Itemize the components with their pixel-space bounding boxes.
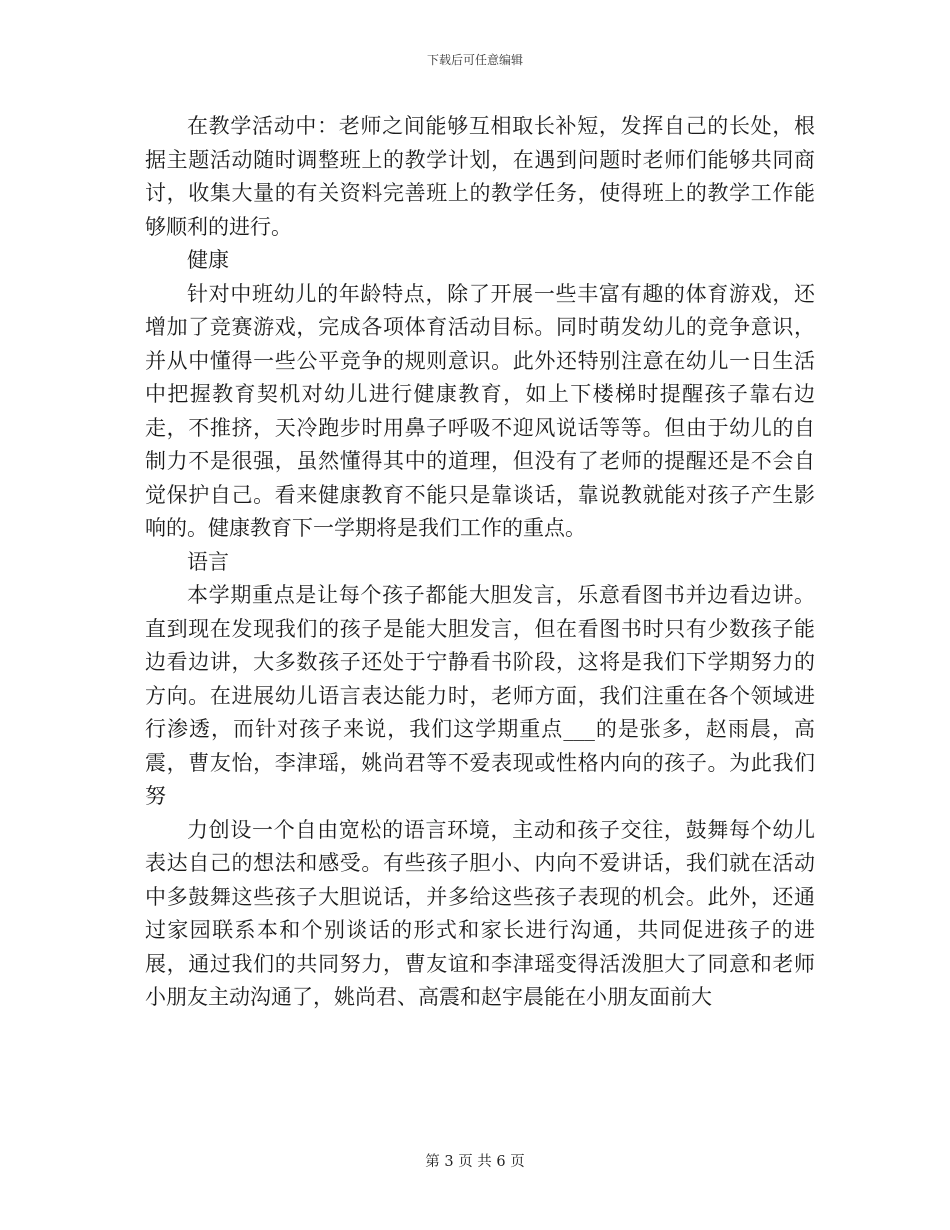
paragraph-health: 针对中班幼儿的年龄特点，除了开展一些丰富有趣的体育游戏，还增加了竞赛游戏，完成各项体育活动目标。同时萌发幼儿的竞争意识，并从中懂得一些公平竞争的规则意识。此外还特别注意在幼儿一日生活中把握教育契机对幼儿进行健康教育，如上下楼梯时提醒孩子靠右边走，不推挤，天冷跑步时用鼻子呼吸不迎风说话等等。但由于幼儿的自制力不是很强，虽然懂得其中的道理，但没有了老师的提醒还是不会自觉保护自己。看来健康教育不能只是靠谈话，靠说教就能对孩子产生影响的。健康教育下一学期将是我们工作的重点。 — [145, 281, 815, 540]
document-body — [145, 110, 815, 1015]
paragraph-language: 本学期重点是让每个孩子都能大胆发言，乐意看图书并边看边讲。直到现在发现我们的孩子是能大胆发言，但在看图书时只有少数孩子能边看边讲，大多数孩子还处于宁静看书阶段，这将是我们下学期努力的方向。在进展幼儿语言表达能力时，老师方面，我们注重在各个领域进行渗透，而针对孩子来说，我们这学期重点___的是张多，赵雨晨，高震，曹友怡，李津瑶，姚尚君等不爱表现或性格内向的孩子。为此我们努 — [145, 583, 815, 808]
paragraph-language-continued: 力创设一个自由宽松的语言环境，主动和孩子交往，鼓舞每个幼儿表达自己的想法和感受。有些孩子胆小、内向不爱讲话，我们就在活动中多鼓舞这些孩子大胆说话，并多给这些孩子表现的机会。此外，还通过家园联系本和个别谈话的形式和家长进行沟通，共同促进孩子的进展，通过我们的共同努力，曹友谊和李津瑶变得活泼胆大了同意和老师小朋友主动沟通了，姚尚君、高震和赵宇晨能在小朋友面前大 — [145, 817, 815, 1009]
paragraph-teaching: 在教学活动中：老师之间能够互相取长补短，发挥自己的长处，根据主题活动随时调整班上的教学计划，在遇到问题时老师们能够共同商讨，收集大量的有关资料完善班上的教学任务，使得班上的教学工作能够顺利的进行。 — [145, 114, 815, 239]
page-header: 下载后可任意编辑 — [426, 53, 523, 67]
section-heading-language: 语言 — [187, 549, 229, 574]
section-heading-health: 健康 — [187, 248, 229, 272]
page-footer: 第 3 页 共 6 页 — [425, 1154, 525, 1170]
